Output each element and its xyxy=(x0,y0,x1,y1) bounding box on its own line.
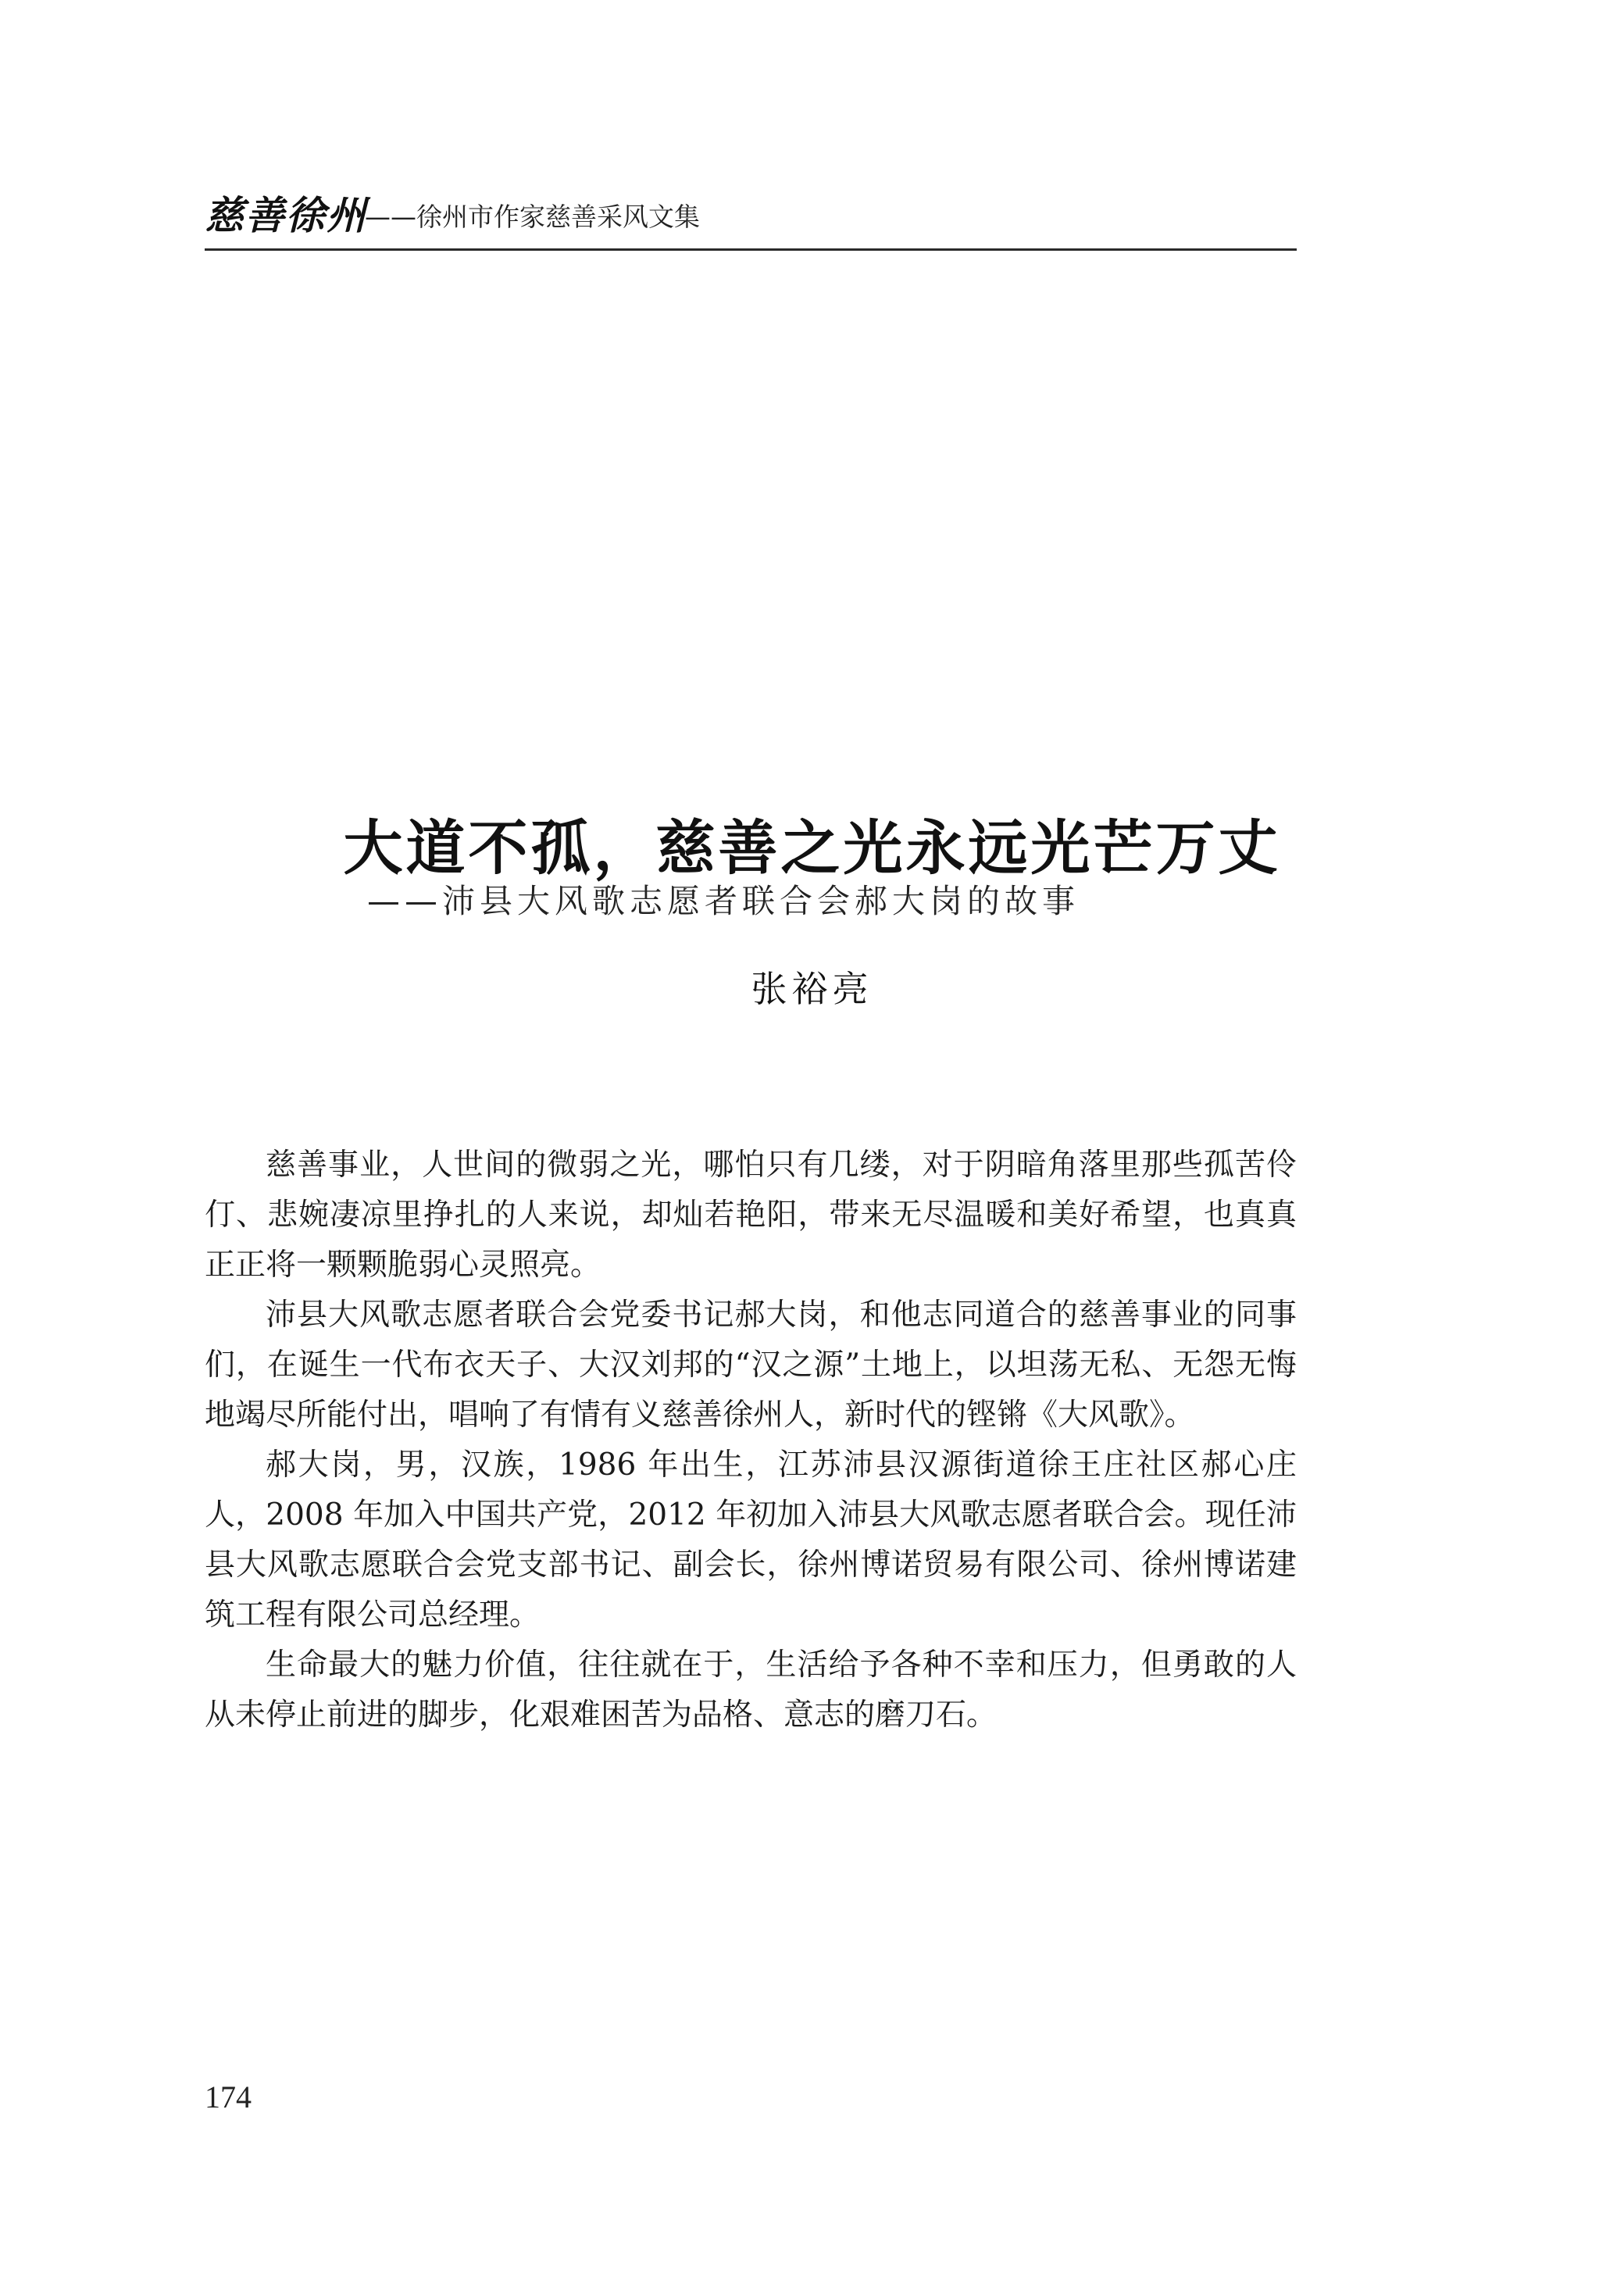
running-head xyxy=(205,192,1297,248)
paragraph-3: 郝大岗，男，汉族，1986 年出生，江苏沛县汉源街道徐王庄社区郝心庄人，2008 年加入中国共产党，2012 年初加入沛县大风歌志愿者联合会。现任沛县大风歌志愿联合会党支部书记、副会长，徐州博诺贸易有限公司、徐州博诺建筑工程有限公司总经理。 xyxy=(205,1447,1297,1633)
header-rule xyxy=(205,248,1297,251)
paragraph-4: 生命最大的魅力价值，往往就在于，生活给予各种不幸和压力，但勇敢的人从未停止前进的脚步，化艰难困苦为品格、意志的磨刀石。 xyxy=(205,1647,1297,1733)
article-title: 大道不孤，慈善之光永远光芒万丈 xyxy=(343,812,1281,883)
article-subtitle: ——沛县大风歌志愿者联合会郝大岗的故事 xyxy=(367,882,1080,920)
author-name: 张裕亮 xyxy=(751,968,873,1010)
brand-logo: 慈善徐州 xyxy=(205,192,367,238)
paragraph-1: 慈善事业，人世间的微弱之光，哪怕只有几缕，对于阴暗角落里那些孤苦伶仃、悲婉凄凉里挣扎的人来说，却灿若艳阳，带来无尽温暖和美好希望，也真真正正将一颗颗脆弱心灵照亮。 xyxy=(205,1147,1297,1283)
page-number: 174 xyxy=(205,2079,252,2115)
paragraph-2: 沛县大风歌志愿者联合会党委书记郝大岗，和他志同道合的慈善事业的同事们，在诞生一代布衣天子、大汉刘邦的“汉之源”土地上，以坦荡无私、无怨无悔地竭尽所能付出，唱响了有情有义慈善徐州人，新时代的铿锵《大风歌》。 xyxy=(205,1297,1297,1433)
series-title: ——徐州市作家慈善采风文集 xyxy=(365,202,700,232)
article-body xyxy=(205,1140,1297,1740)
